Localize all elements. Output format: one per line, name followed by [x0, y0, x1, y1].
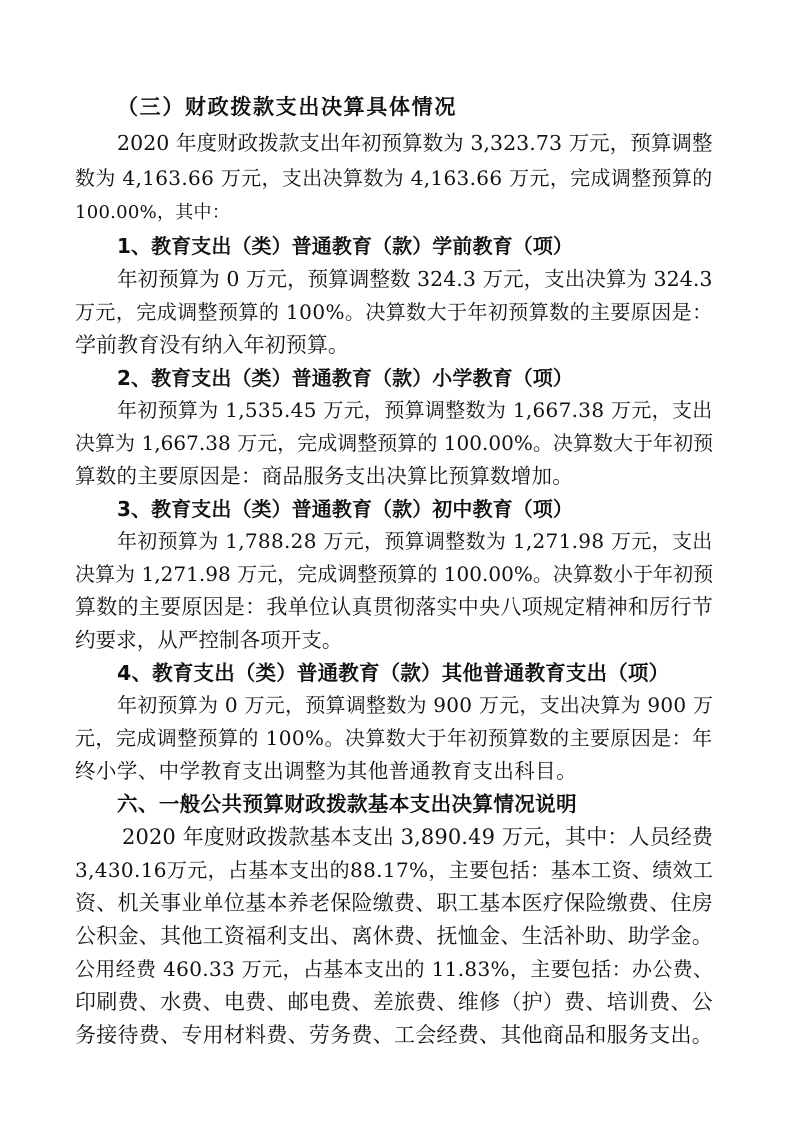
item-3-line-2: 决算为 1,271.98 万元，完成调整预算的 100.00%。决算数小于年初预 — [75, 562, 713, 586]
item-2-heading: 2、教育支出（类）普通教育（款）小学教育（项） — [117, 366, 573, 390]
item-2-line-2: 决算为 1,667.38 万元，完成调整预算的 100.00%。决算数大于年初预 — [75, 431, 713, 455]
item-4-heading: 4、教育支出（类）普通教育（款）其他普通教育支出（项） — [117, 661, 669, 685]
item-1-line-3: 学前教育没有纳入年初预算。 — [75, 333, 349, 357]
section-6-line-5: 公用经费 460.33 万元，占基本支出的 11.83%，主要包括：办公费、 — [75, 957, 713, 981]
item-3-line-1: 年初预算为 1,788.28 万元，预算调整数为 1,271.98 万元，支出 — [117, 529, 713, 553]
section-6-heading: 六、一般公共预算财政拨款基本支出决算情况说明 — [117, 792, 577, 816]
item-4-line-3: 终小学、中学教育支出调整为其他普通教育支出科目。 — [75, 759, 577, 783]
item-4-line-2: 元，完成调整预算的 100%。决算数大于年初预算数的主要原因是：年 — [75, 726, 713, 750]
section-6-line-3: 资、机关事业单位基本养老保险缴费、职工基本医疗保险缴费、住房 — [75, 891, 713, 915]
section-title: （三）财政拨款支出决算具体情况 — [117, 95, 457, 119]
intro-line-1: 2020 年度财政拨款支出年初预算数为 3,323.73 万元，预算调整 — [117, 131, 713, 155]
section-6-line-2: 3,430.16万元，占基本支出的88.17%，主要包括：基本工资、绩效工 — [75, 858, 713, 882]
item-1-line-2: 万元，完成调整预算的 100%。决算数大于年初预算数的主要原因是： — [75, 300, 713, 324]
intro-line-3: 100.00%，其中： — [75, 202, 230, 223]
item-4-line-1: 年初预算为 0 万元，预算调整数为 900 万元，支出决算为 900 万 — [117, 693, 713, 717]
section-6-line-4: 公积金、其他工资福利支出、离休费、抚恤金、生活补助、助学金。 — [75, 924, 713, 948]
intro-line-2: 数为 4,163.66 万元，支出决算数为 4,163.66 万元，完成调整预算的 — [75, 166, 713, 190]
section-6-line-7: 务接待费、专用材料费、劳务费、工会经费、其他商品和服务支出。 — [75, 1023, 713, 1047]
item-1-heading: 1、教育支出（类）普通教育（款）学前教育（项） — [117, 234, 573, 258]
item-1-line-1: 年初预算为 0 万元，预算调整数 324.3 万元，支出决算为 324.3 — [117, 267, 713, 291]
item-2-line-1: 年初预算为 1,535.45 万元，预算调整数为 1,667.38 万元，支出 — [117, 398, 713, 422]
item-3-heading: 3、教育支出（类）普通教育（款）初中教育（项） — [117, 497, 573, 521]
item-3-line-3: 算数的主要原因是：我单位认真贯彻落实中央八项规定精神和厉行节 — [75, 595, 713, 619]
item-2-line-3: 算数的主要原因是：商品服务支出决算比预算数增加。 — [75, 464, 573, 488]
section-6-line-6: 印刷费、水费、电费、邮电费、差旅费、维修（护）费、培训费、公 — [75, 990, 713, 1014]
section-6-line-1: 2020 年度财政拨款基本支出 3,890.49 万元，其中：人员经费 — [122, 825, 713, 849]
item-3-line-4: 约要求，从严控制各项开支。 — [75, 628, 343, 652]
